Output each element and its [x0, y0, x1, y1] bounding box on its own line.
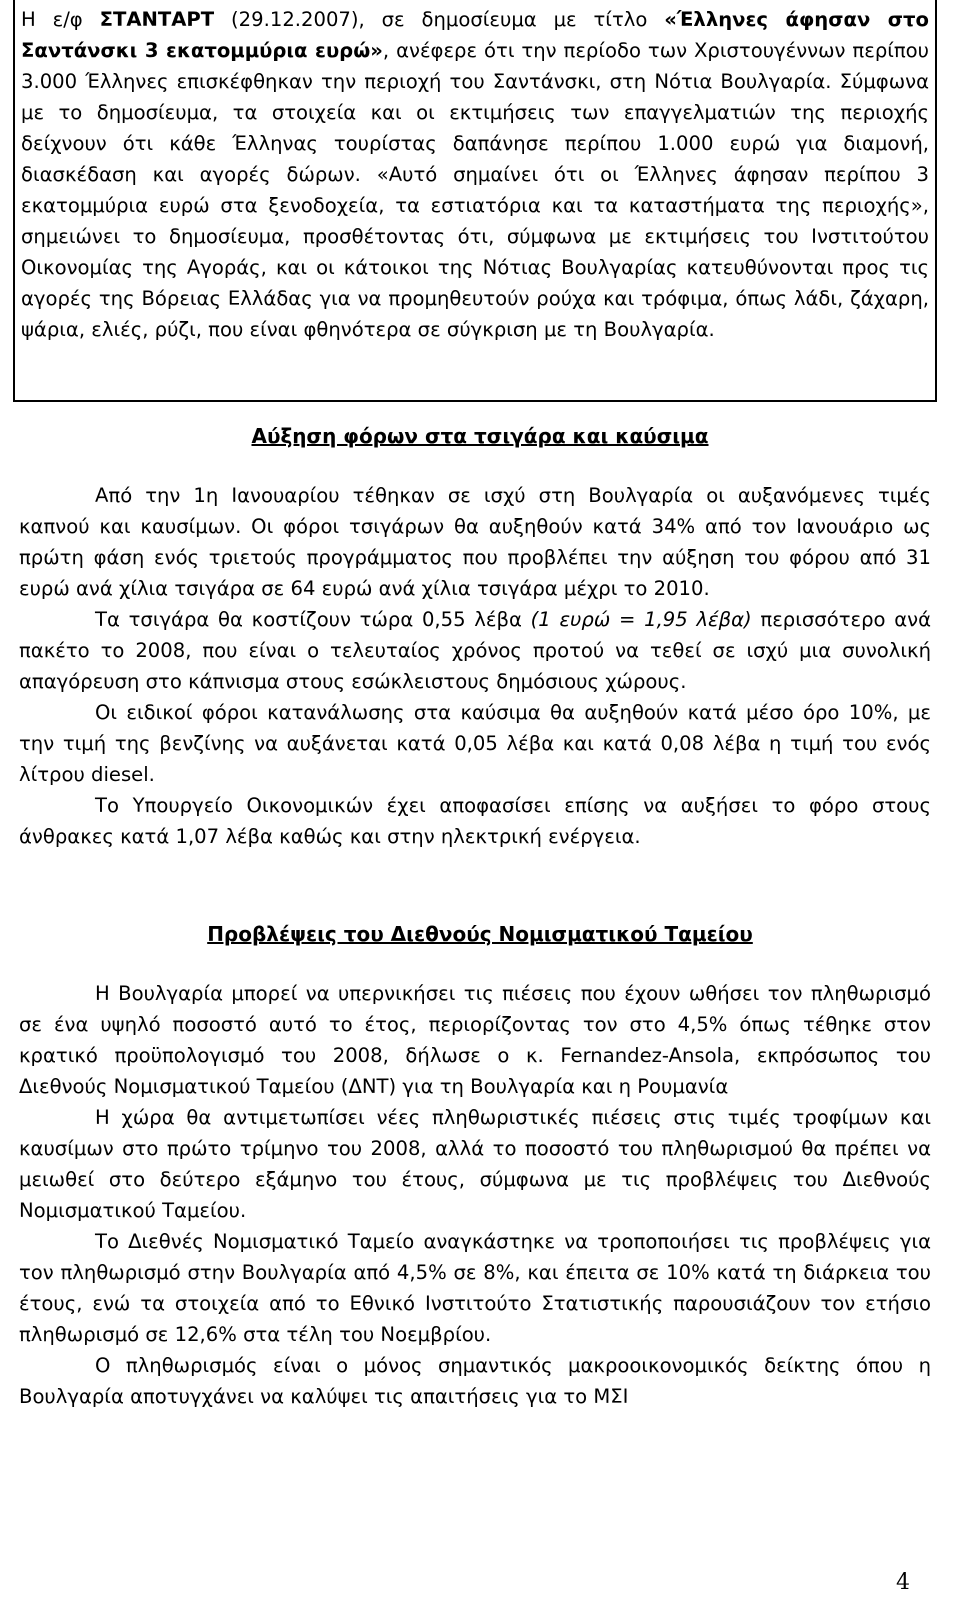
paragraph-text: περισσότερο ανά πακέτο το 2008, που είναι ο τελευταίος χρόνος προτού να τεθεί σε ισχύ μια συνολική απαγόρευση στο κάπνισμα στους εσώκλειστους δημόσιους χώρους. [19, 608, 932, 693]
boxed-news-excerpt [13, 0, 937, 402]
paragraph: Οι ειδικοί φόροι κατανάλωσης στα καύσιμα θα αυξηθούν κατά μέσο όρο 10%, με την τιμή της βενζίνης να αυξάνεται κατά 0,05 λέβα και κατά 0,08 λέβα η τιμή του ενός λίτρου diesel. [19, 701, 931, 786]
paragraph: Το Υπουργείο Οικονομικών έχει αποφασίσει επίσης να αυξήσει το φόρο στους άνθρακες κατά 1,07 λέβα καθώς και στην ηλεκτρική ενέργεια. [19, 794, 931, 848]
paragraph: Το Διεθνές Νομισματικό Ταμείο αναγκάστηκε να τροποποιήσει τις προβλέψεις για τον πληθωρισμό στην Βουλγαρία από 4,5% σε 8%, και έπειτα σε 10% κατά τη διάρκεια του έτους, ενώ τα στοιχεία από το Εθνικό Ινστιτούτο Στατιστικής παρουσιάζουν τον ετήσιο πληθωρισμό σε 12,6% στα τέλη του Νοεμβρίου. [19, 1230, 931, 1346]
paragraph-text: Τα τσιγάρα θα κοστίζουν τώρα 0,55 λέβα [95, 608, 531, 631]
section-heading-imf: Προβλέψεις του Διεθνούς Νομισματικού Ταμείου [207, 922, 753, 946]
exchange-rate-note: (1 ευρώ = 1,95 λέβα) [530, 608, 752, 631]
section-imf [19, 978, 931, 1412]
article-title: «Έλληνες άφησαν στο Σαντάνσκι 3 εκατομμύρια ευρώ» [21, 8, 930, 62]
excerpt-text: Η ε/φ [21, 8, 100, 31]
newspaper-name: ΣΤΑΝΤΑΡΤ [99, 8, 215, 31]
paragraph: Η χώρα θα αντιμετωπίσει νέες πληθωριστικές πιέσεις στις τιμές τροφίμων και καυσίμων στο πρώτο τρίμηνο του 2008, αλλά το ποσοστό του πληθωρισμού θα πρέπει να μειωθεί στο δεύτερο εξάμηνο του έτους, σύμφωνα με τις προβλέψεις του Διεθνούς Νομισματικού Ταμείου. [19, 1106, 931, 1222]
paragraph: Από την 1η Ιανουαρίου τέθηκαν σε ισχύ στη Βουλγαρία οι αυξανόμενες τιμές καπνού και καυσίμων. Οι φόροι τσιγάρων θα αυξηθούν κατά 34% από τον Ιανουάριο ως πρώτη φάση ενός τριετούς προγράμματος που προβλέπει την αύξηση του φόρου από 31 ευρώ ανά χίλια τσιγάρα σε 64 ευρώ ανά χίλια τσιγάρα μέχρι το 2010. [19, 484, 931, 600]
paragraph: Η Βουλγαρία μπορεί να υπερνικήσει τις πιέσεις που έχουν ωθήσει τον πληθωρισμό σε ένα υψηλό ποσοστό αυτό το έτος, περιορίζοντας τον στο 4,5% όπως τέθηκε στον κρατικό προϋπολογισμό του 2008, δήλωσε ο κ. Fernandez-Ansola, εκπρόσωπος του Διεθνούς Νομισματικού Ταμείου (ΔΝΤ) για τη Βουλγαρία και η Ρουμανία [19, 982, 931, 1098]
paragraph [19, 604, 931, 697]
section-heading-taxes: Αύξηση φόρων στα τσιγάρα και καύσιμα [251, 424, 709, 448]
section-taxes [19, 480, 931, 852]
paragraph: Ο πληθωρισμός είναι ο μόνος σημαντικός μακροοικονομικός δείκτης όπου η Βουλγαρία αποτυγχάνει να καλύψει τις απαιτήσεις για το ΜΣΙ [19, 1354, 931, 1408]
excerpt-text: , ανέφερε ότι την περίοδο των Χριστουγέννων περίπου 3.000 Έλληνες επισκέφθηκαν την περιοχή του Σαντάνσκι, στη Νότια Βουλγαρία. Σύμφωνα με το δημοσίευμα, τα στοιχεία και οι εκτιμήσεις των επαγγελματιών της περιοχής δείχνουν ότι κάθε Έλληνας τουρίστας δαπάνησε περίπου 1.000 ευρώ για διαμονή, διασκέδαση και αγορές δώρων. «Αυτό σημαίνει ότι οι Έλληνες άφησαν περίπου 3 εκατομμύρια ευρώ στα ξενοδοχεία, τα εστιατόρια και τα καταστήματα της περιοχής», σημειώνει το δημοσίευμα, προσθέτοντας ότι, σύμφωνα με εκτιμήσεις του Ινστιτούτου Οικονομίας της Αγοράς, και οι κάτοικοι της Νότιας Βουλγαρίας κατευθύνονται προς τις αγορές της Βόρειας Ελλάδας για να προμηθευτούν ρούχα και τρόφιμα, όπως λάδι, ζάχαρη, ψάρια, ελιές, ρύζι, που είναι φθηνότερα σε σύγκριση με τη Βουλγαρία. [21, 39, 930, 341]
excerpt-text: (29.12.2007), σε δημοσίευμα με τίτλο [214, 8, 665, 31]
page-number: 4 [896, 1570, 910, 1595]
